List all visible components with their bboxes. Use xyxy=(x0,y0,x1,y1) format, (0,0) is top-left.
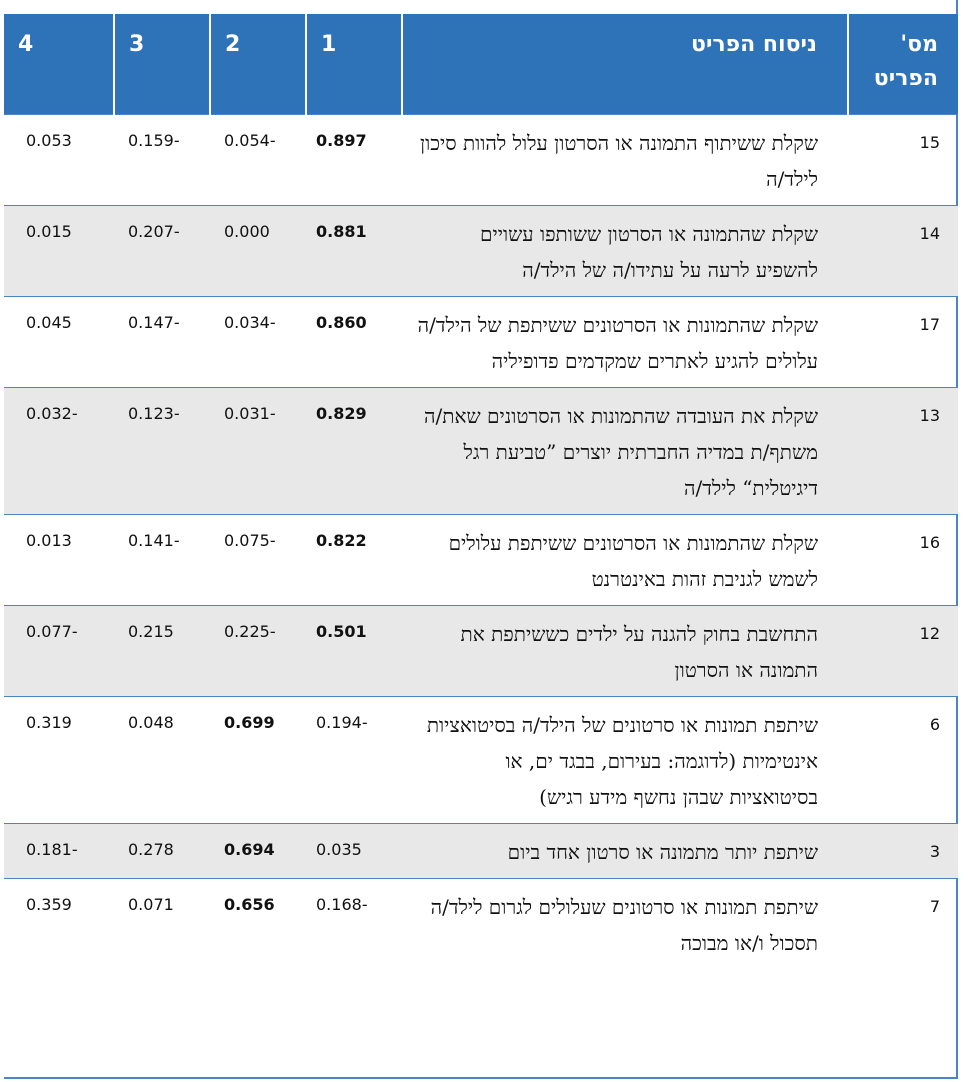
loading-factor-3: -0.147 xyxy=(114,297,210,388)
loading-factor-2: -0.034 xyxy=(210,297,306,388)
header-factor-2: 2 xyxy=(210,14,306,115)
item-number: 15 xyxy=(848,115,958,206)
table-row xyxy=(4,206,958,297)
loading-factor-4: -0.032 xyxy=(4,388,114,515)
loading-factor-1: 0.501 xyxy=(306,606,402,697)
loading-factor-3: 0.071 xyxy=(114,879,210,970)
table-row xyxy=(4,824,958,879)
factor-loadings-table xyxy=(4,14,958,969)
item-number: 13 xyxy=(848,388,958,515)
table-row xyxy=(4,697,958,824)
loading-factor-2: 0.699 xyxy=(210,697,306,824)
header-factor-4: 4 xyxy=(4,14,114,115)
loading-factor-1: 0.829 xyxy=(306,388,402,515)
header-item-no: מס' הפריט xyxy=(848,14,958,115)
table-row xyxy=(4,606,958,697)
table-row xyxy=(4,297,958,388)
loading-factor-4: -0.181 xyxy=(4,824,114,879)
header-wording: ניסוח הפריט xyxy=(402,14,848,115)
loading-factor-2: -0.054 xyxy=(210,115,306,206)
item-wording: שיתפת יותר מתמונה או סרטון אחד ביום xyxy=(402,824,848,879)
loading-factor-2: -0.075 xyxy=(210,515,306,606)
loading-factor-1: 0.881 xyxy=(306,206,402,297)
item-wording: שיתפת תמונות או סרטונים שעלולים לגרום לילד/ה תסכול ו/או מבוכה xyxy=(402,879,848,970)
item-number: 3 xyxy=(848,824,958,879)
item-number: 7 xyxy=(848,879,958,970)
loading-factor-3: -0.141 xyxy=(114,515,210,606)
loading-factor-3: -0.207 xyxy=(114,206,210,297)
table-row xyxy=(4,515,958,606)
item-wording: שקלת את העובדה שהתמונות או הסרטונים שאת/ה משתף/ת במדיה החברתית יוצרים ”טביעת רגל דיגיטלית“ לילד/ה xyxy=(402,388,848,515)
loading-factor-1: 0.897 xyxy=(306,115,402,206)
loading-factor-3: -0.159 xyxy=(114,115,210,206)
item-wording: שקלת שהתמונה או הסרטון ששותפו עשויים להשפיע לרעה על עתידו/ה של הילד/ה xyxy=(402,206,848,297)
item-wording: שקלת שהתמונות או הסרטונים ששיתפת של הילד/ה עלולים להגיע לאתרים שמקדמים פדופיליה xyxy=(402,297,848,388)
header-factor-1: 1 xyxy=(306,14,402,115)
loading-factor-2: 0.694 xyxy=(210,824,306,879)
loading-factor-3: 0.215 xyxy=(114,606,210,697)
loading-factor-4: 0.053 xyxy=(4,115,114,206)
item-number: 16 xyxy=(848,515,958,606)
item-wording: התחשבת בחוק להגנה על ילדים כששיתפת את התמונה או הסרטון xyxy=(402,606,848,697)
loading-factor-4: 0.015 xyxy=(4,206,114,297)
loading-factor-1: 0.035 xyxy=(306,824,402,879)
loading-factor-2: -0.225 xyxy=(210,606,306,697)
loading-factor-4: 0.359 xyxy=(4,879,114,970)
item-number: 6 xyxy=(848,697,958,824)
item-wording: שקלת שהתמונות או הסרטונים ששיתפת עלולים לשמש לגניבת זהות באינטרנט xyxy=(402,515,848,606)
item-number: 17 xyxy=(848,297,958,388)
item-number: 14 xyxy=(848,206,958,297)
item-wording: שיתפת תמונות או סרטונים של הילד/ה בסיטואציות אינטימיות (לדוגמה: בעירום, בבגד ים, או בסיטואציות שבהן נחשף מידע רגיש) xyxy=(402,697,848,824)
loading-factor-3: -0.123 xyxy=(114,388,210,515)
table-row xyxy=(4,388,958,515)
loading-factor-4: -0.077 xyxy=(4,606,114,697)
header-row xyxy=(4,14,958,115)
header-factor-3: 3 xyxy=(114,14,210,115)
table-row xyxy=(4,879,958,970)
loading-factor-1: 0.822 xyxy=(306,515,402,606)
loading-factor-3: 0.278 xyxy=(114,824,210,879)
loading-factor-2: 0.656 xyxy=(210,879,306,970)
loading-factor-1: -0.194 xyxy=(306,697,402,824)
loading-factor-1: 0.860 xyxy=(306,297,402,388)
loading-factor-4: 0.319 xyxy=(4,697,114,824)
loading-factor-4: 0.013 xyxy=(4,515,114,606)
loading-factor-2: 0.000 xyxy=(210,206,306,297)
loading-factor-2: -0.031 xyxy=(210,388,306,515)
loading-factor-1: -0.168 xyxy=(306,879,402,970)
loading-factor-4: 0.045 xyxy=(4,297,114,388)
table-row xyxy=(4,115,958,206)
loading-factor-3: 0.048 xyxy=(114,697,210,824)
item-wording: שקלת ששיתוף התמונה או הסרטון עלול להוות סיכון לילד/ה xyxy=(402,115,848,206)
item-number: 12 xyxy=(848,606,958,697)
